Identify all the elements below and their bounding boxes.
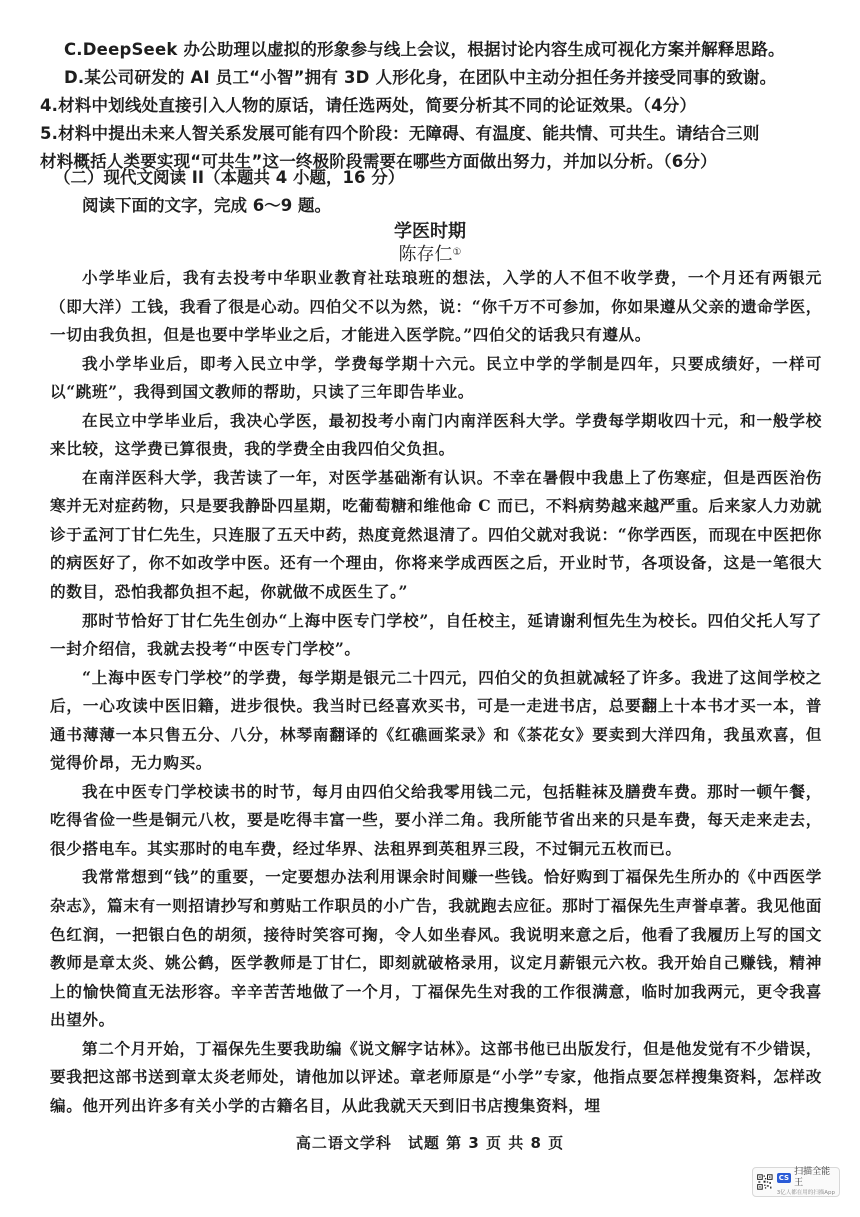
paragraph: 那时节恰好丁甘仁先生创办“上海中医专门学校”，自任校主，延请谢利恒先生为校长。四伯父托人写了一封介绍信，我就去投考“中医专门学校”。 [50, 610, 822, 659]
question-block [40, 36, 824, 176]
scanner-watermark [752, 1167, 840, 1197]
article-body [50, 264, 822, 1120]
scanner-tagline: 3亿人都在用的扫描App [776, 1190, 835, 1196]
paragraph: 我在中医专门学校读书的时节，每月由四伯父给我零用钱二元，包括鞋袜及膳费车费。那时一顿午餐，吃得省俭一些是铜元八枚，要是吃得丰富一些，要小洋二角。我所能节省出来的只是车费，每天走来走去，很少搭电车。其实那时的电车费，经过华界、法租界到英租界三段，不过铜元五枚而已。 [50, 781, 822, 858]
question-5-line-2: 材料概括人类要实现“可共生”这一终极阶段需要在哪些方面做出努力，并加以分析。（6分） [40, 152, 717, 171]
option-c: C.DeepSeek 办公助理以虚拟的形象参与线上会议，根据讨论内容生成可视化方案并解释思路。 [64, 40, 785, 59]
paragraph: 小学毕业后，我有去投考中华职业教育社珐琅班的想法，入学的人不但不收学费，一个月还有两银元（即大洋）工钱，我看了很是心动。四伯父不以为然，说：“你千万不可参加，你如果遵从父亲的遗命学医，一切由我负担，但是也要中学毕业之后，才能进入医学院。”四伯父的话我只有遵从。 [50, 268, 822, 345]
scanner-text [777, 1167, 835, 1197]
page-footer: 高二语文学科 试题 第 3 页 共 8 页 [295, 1134, 565, 1152]
paragraph: 我小学毕业后，即考入民立中学，学费每学期十六元。民立中学的学制是四年，只要成绩好，一样可以“跳班”，我得到国文教师的帮助，只读了三年即告毕业。 [50, 353, 822, 402]
paragraph: 在民立中学毕业后，我决心学医，最初投考小南门内南洋医科大学。学费每学期收四十元，和一般学校来比较，这学费已算很贵，我的学费全由我四伯父负担。 [50, 410, 822, 459]
camscanner-logo: CS [778, 1174, 790, 1182]
scanner-app-name: 扫描全能王 [794, 1167, 831, 1188]
option-d: D.某公司研发的 AI 员工“小智”拥有 3D 人形化身，在团队中主动分担任务并接受同事的致谢。 [64, 68, 777, 87]
paragraph: 我常常想到“钱”的重要，一定要想办法利用课余时间赚一些钱。恰好购到丁福保先生所办的《中西医学杂志》，篇末有一则招请抄写和剪贴工作职员的小广告，我就跑去应征。那时丁福保先生声誉卓著。我见他面色红润，一把银白色的胡须，接待时笑容可掬，令人如坐春风。我说明来意之后，他看了我履历上写的国文教师是章太炎、姚公鹤，医学教师是丁甘仁，即刻就破格录用，议定月薪银元六枚。我开始自己赚钱，精神上的愉快简直无法形容。辛辛苦苦地做了一个月，丁福保先生对我的工作很满意，临时加我两元，更令我喜出望外。 [50, 867, 822, 1030]
qr-code-icon [757, 1170, 773, 1194]
author-footnote-mark: ① [452, 247, 462, 258]
paragraph: 在南洋医科大学，我苦读了一年，对医学基础渐有认识。不幸在暑假中我患上了伤寒症，但是西医治伤寒并无对症药物，只是要我静卧四星期，吃葡萄糖和维他命 C 而已，不料病势越来越严重。后来家人力劝就诊于孟河丁甘仁先生，只连服了五天中药，热度竟然退清了。四伯父就对我说：“你学西医，而现在中医把你的病医好了，你不如改学中医。还有一个理由，你将来学成西医之后，开业时节，各项设备，这是一笔很大的数目，恐怕我都负担不起，你就做不成医生了。” [50, 467, 822, 602]
article-title: 学医时期 [394, 221, 466, 242]
section-heading: （二）现代文阅读 II（本题共 4 小题，16 分） [54, 168, 405, 187]
paragraph: “上海中医专门学校”的学费，每学期是银元二十四元，四伯父的负担就减轻了许多。我进了这间学校之后，一心攻读中医旧籍，进步很快。我当时已经喜欢买书，可是一走进书店，总要翻上十本书才买一本，普通书薄薄一本只售五分、八分，林琴南翻译的《红礁画桨录》和《茶花女》要卖到大洋四角，我虽欢喜，但觉得价昂，无力购买。 [50, 667, 822, 773]
paragraph: 第二个月开始，丁福保先生要我助编《说文解字诂林》。这部书他已出版发行，但是他发觉有不少错误，要我把这部书送到章太炎老师处，请他加以评述。章老师原是“小学”专家，他指点要怎样搜集资料，怎样改编。他开列出许多有关小学的古籍名目，从此我就天天到旧书店搜集资料，埋 [50, 1038, 822, 1115]
author-name: 陈存仁 [398, 244, 453, 265]
section-instruction: 阅读下面的文字，完成 6～9 题。 [82, 196, 331, 215]
question-5-line-1: 5.材料中提出未来人智关系发展可能有四个阶段：无障碍、有温度、能共情、可共生。请结合三则 [40, 124, 760, 143]
question-4: 4.材料中划线处直接引入人物的原话，请任选两处，简要分析其不同的论证效果。（4分） [40, 96, 697, 115]
